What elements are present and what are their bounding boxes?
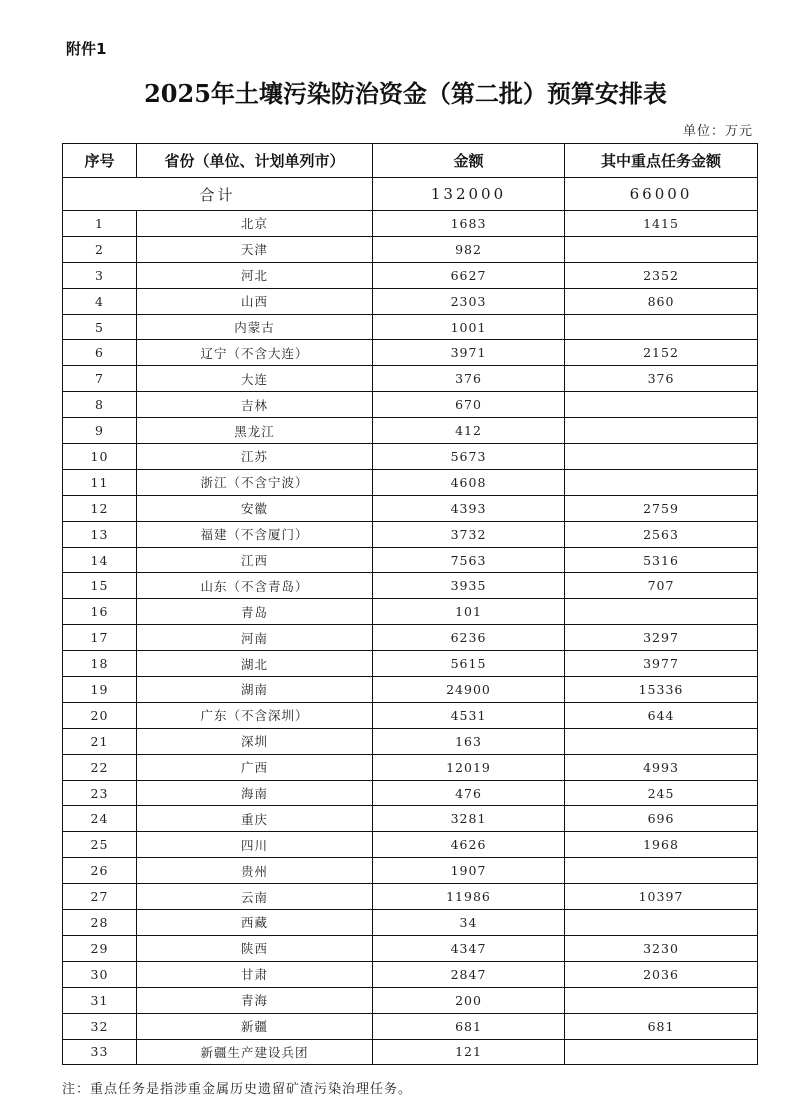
table-row — [63, 418, 758, 444]
cell-amount: 982 — [373, 236, 565, 262]
cell-key-amount: 1968 — [565, 832, 758, 858]
table-row — [63, 910, 758, 936]
cell-serial-no: 24 — [63, 806, 137, 832]
footnote: 注：重点任务是指涉重金属历史遗留矿渣污染治理任务。 — [62, 1082, 413, 1097]
cell-amount: 7563 — [373, 547, 565, 573]
cell-amount: 4393 — [373, 495, 565, 521]
cell-region: 江苏 — [137, 444, 373, 470]
table-row — [63, 262, 758, 288]
table-row — [63, 1039, 758, 1065]
cell-serial-no: 22 — [63, 754, 137, 780]
cell-serial-no: 30 — [63, 961, 137, 987]
cell-amount: 34 — [373, 910, 565, 936]
table-row — [63, 392, 758, 418]
table-row — [63, 806, 758, 832]
cell-key-amount — [565, 728, 758, 754]
cell-serial-no: 27 — [63, 884, 137, 910]
cell-key-amount: 3230 — [565, 935, 758, 961]
table-row — [63, 547, 758, 573]
table-row — [63, 858, 758, 884]
cell-serial-no: 7 — [63, 366, 137, 392]
cell-amount: 1907 — [373, 858, 565, 884]
cell-amount: 163 — [373, 728, 565, 754]
cell-amount: 5673 — [373, 444, 565, 470]
cell-region: 天津 — [137, 236, 373, 262]
cell-region: 福建（不含厦门） — [137, 521, 373, 547]
cell-region: 青岛 — [137, 599, 373, 625]
cell-region: 黑龙江 — [137, 418, 373, 444]
cell-key-amount: 2759 — [565, 495, 758, 521]
cell-amount: 2847 — [373, 961, 565, 987]
cell-serial-no: 1 — [63, 211, 137, 237]
cell-key-amount: 2563 — [565, 521, 758, 547]
cell-region: 深圳 — [137, 728, 373, 754]
total-key-amount: 66000 — [565, 178, 758, 211]
header-region: 省份（单位、计划单列市） — [137, 144, 373, 178]
cell-key-amount: 5316 — [565, 547, 758, 573]
table-row — [63, 987, 758, 1013]
table-row — [63, 961, 758, 987]
cell-amount: 3281 — [373, 806, 565, 832]
cell-key-amount: 10397 — [565, 884, 758, 910]
table-row — [63, 728, 758, 754]
total-amount: 132000 — [373, 178, 565, 211]
table-row — [63, 625, 758, 651]
table-row — [63, 780, 758, 806]
cell-amount: 3732 — [373, 521, 565, 547]
cell-region: 西藏 — [137, 910, 373, 936]
cell-amount: 2303 — [373, 288, 565, 314]
cell-region: 甘肃 — [137, 961, 373, 987]
cell-region: 海南 — [137, 780, 373, 806]
cell-key-amount — [565, 392, 758, 418]
table-row — [63, 314, 758, 340]
table-row — [63, 366, 758, 392]
cell-amount: 6236 — [373, 625, 565, 651]
budget-table — [62, 143, 758, 1065]
cell-amount: 200 — [373, 987, 565, 1013]
cell-key-amount: 696 — [565, 806, 758, 832]
cell-key-amount: 860 — [565, 288, 758, 314]
cell-region: 浙江（不含宁波） — [137, 469, 373, 495]
cell-amount: 12019 — [373, 754, 565, 780]
cell-key-amount: 3977 — [565, 651, 758, 677]
cell-amount: 670 — [373, 392, 565, 418]
cell-amount: 24900 — [373, 677, 565, 703]
cell-key-amount: 3297 — [565, 625, 758, 651]
cell-key-amount: 681 — [565, 1013, 758, 1039]
table-row — [63, 521, 758, 547]
cell-serial-no: 29 — [63, 935, 137, 961]
cell-region: 青海 — [137, 987, 373, 1013]
cell-region: 陕西 — [137, 935, 373, 961]
table-row — [63, 935, 758, 961]
cell-amount: 11986 — [373, 884, 565, 910]
cell-serial-no: 32 — [63, 1013, 137, 1039]
cell-serial-no: 6 — [63, 340, 137, 366]
cell-key-amount — [565, 987, 758, 1013]
cell-region: 湖南 — [137, 677, 373, 703]
cell-key-amount: 1415 — [565, 211, 758, 237]
table-row — [63, 677, 758, 703]
cell-amount: 412 — [373, 418, 565, 444]
cell-key-amount: 245 — [565, 780, 758, 806]
cell-key-amount — [565, 444, 758, 470]
total-label: 合计 — [63, 178, 373, 211]
cell-region: 北京 — [137, 211, 373, 237]
cell-key-amount — [565, 910, 758, 936]
cell-amount: 4608 — [373, 469, 565, 495]
total-row — [63, 178, 758, 211]
cell-serial-no: 20 — [63, 702, 137, 728]
cell-serial-no: 13 — [63, 521, 137, 547]
cell-region: 湖北 — [137, 651, 373, 677]
attachment-label: 附件1 — [66, 40, 107, 58]
cell-key-amount: 2152 — [565, 340, 758, 366]
cell-serial-no: 11 — [63, 469, 137, 495]
cell-serial-no: 25 — [63, 832, 137, 858]
cell-region: 山西 — [137, 288, 373, 314]
cell-serial-no: 16 — [63, 599, 137, 625]
cell-amount: 376 — [373, 366, 565, 392]
table-row — [63, 573, 758, 599]
cell-amount: 4531 — [373, 702, 565, 728]
document-title: 2025年土壤污染防治资金（第二批）预算安排表 — [144, 79, 667, 108]
cell-key-amount: 376 — [565, 366, 758, 392]
cell-region: 河北 — [137, 262, 373, 288]
table-row — [63, 288, 758, 314]
cell-amount: 3971 — [373, 340, 565, 366]
cell-key-amount — [565, 418, 758, 444]
cell-serial-no: 10 — [63, 444, 137, 470]
table-row — [63, 754, 758, 780]
cell-region: 四川 — [137, 832, 373, 858]
cell-serial-no: 14 — [63, 547, 137, 573]
cell-region: 云南 — [137, 884, 373, 910]
cell-key-amount — [565, 858, 758, 884]
cell-serial-no: 2 — [63, 236, 137, 262]
cell-key-amount — [565, 1039, 758, 1065]
cell-key-amount: 2036 — [565, 961, 758, 987]
cell-serial-no: 33 — [63, 1039, 137, 1065]
cell-region: 新疆生产建设兵团 — [137, 1039, 373, 1065]
cell-region: 河南 — [137, 625, 373, 651]
cell-serial-no: 3 — [63, 262, 137, 288]
cell-key-amount — [565, 236, 758, 262]
cell-region: 吉林 — [137, 392, 373, 418]
cell-serial-no: 12 — [63, 495, 137, 521]
cell-key-amount — [565, 599, 758, 625]
cell-amount: 101 — [373, 599, 565, 625]
table-row — [63, 702, 758, 728]
cell-region: 山东（不含青岛） — [137, 573, 373, 599]
cell-amount: 4347 — [373, 935, 565, 961]
cell-region: 安徽 — [137, 495, 373, 521]
cell-serial-no: 21 — [63, 728, 137, 754]
cell-amount: 681 — [373, 1013, 565, 1039]
cell-serial-no: 19 — [63, 677, 137, 703]
cell-serial-no: 9 — [63, 418, 137, 444]
cell-amount: 6627 — [373, 262, 565, 288]
cell-region: 江西 — [137, 547, 373, 573]
table-row — [63, 651, 758, 677]
cell-amount: 476 — [373, 780, 565, 806]
cell-key-amount — [565, 314, 758, 340]
cell-serial-no: 28 — [63, 910, 137, 936]
cell-amount: 5615 — [373, 651, 565, 677]
cell-amount: 121 — [373, 1039, 565, 1065]
table-row — [63, 495, 758, 521]
table-header-row — [63, 144, 758, 178]
cell-serial-no: 17 — [63, 625, 137, 651]
cell-serial-no: 18 — [63, 651, 137, 677]
cell-region: 贵州 — [137, 858, 373, 884]
cell-serial-no: 5 — [63, 314, 137, 340]
header-key-task-amount: 其中重点任务金额 — [565, 144, 758, 178]
header-amount: 金额 — [373, 144, 565, 178]
cell-amount: 1001 — [373, 314, 565, 340]
cell-amount: 1683 — [373, 211, 565, 237]
cell-serial-no: 31 — [63, 987, 137, 1013]
table-row — [63, 599, 758, 625]
cell-region: 广西 — [137, 754, 373, 780]
table-row — [63, 340, 758, 366]
cell-key-amount: 4993 — [565, 754, 758, 780]
cell-amount: 3935 — [373, 573, 565, 599]
table-row — [63, 236, 758, 262]
cell-region: 大连 — [137, 366, 373, 392]
cell-region: 内蒙古 — [137, 314, 373, 340]
cell-serial-no: 23 — [63, 780, 137, 806]
cell-key-amount: 707 — [565, 573, 758, 599]
cell-region: 重庆 — [137, 806, 373, 832]
cell-serial-no: 15 — [63, 573, 137, 599]
unit-label: 单位：万元 — [682, 124, 753, 139]
table-row — [63, 1013, 758, 1039]
cell-key-amount: 2352 — [565, 262, 758, 288]
header-serial-no: 序号 — [63, 144, 137, 178]
cell-key-amount: 15336 — [565, 677, 758, 703]
table-row — [63, 832, 758, 858]
cell-region: 广东（不含深圳） — [137, 702, 373, 728]
cell-amount: 4626 — [373, 832, 565, 858]
cell-key-amount: 644 — [565, 702, 758, 728]
cell-region: 新疆 — [137, 1013, 373, 1039]
cell-region: 辽宁（不含大连） — [137, 340, 373, 366]
table-row — [63, 444, 758, 470]
cell-serial-no: 4 — [63, 288, 137, 314]
table-row — [63, 469, 758, 495]
table-row — [63, 884, 758, 910]
cell-serial-no: 26 — [63, 858, 137, 884]
table-row — [63, 211, 758, 237]
cell-serial-no: 8 — [63, 392, 137, 418]
cell-key-amount — [565, 469, 758, 495]
